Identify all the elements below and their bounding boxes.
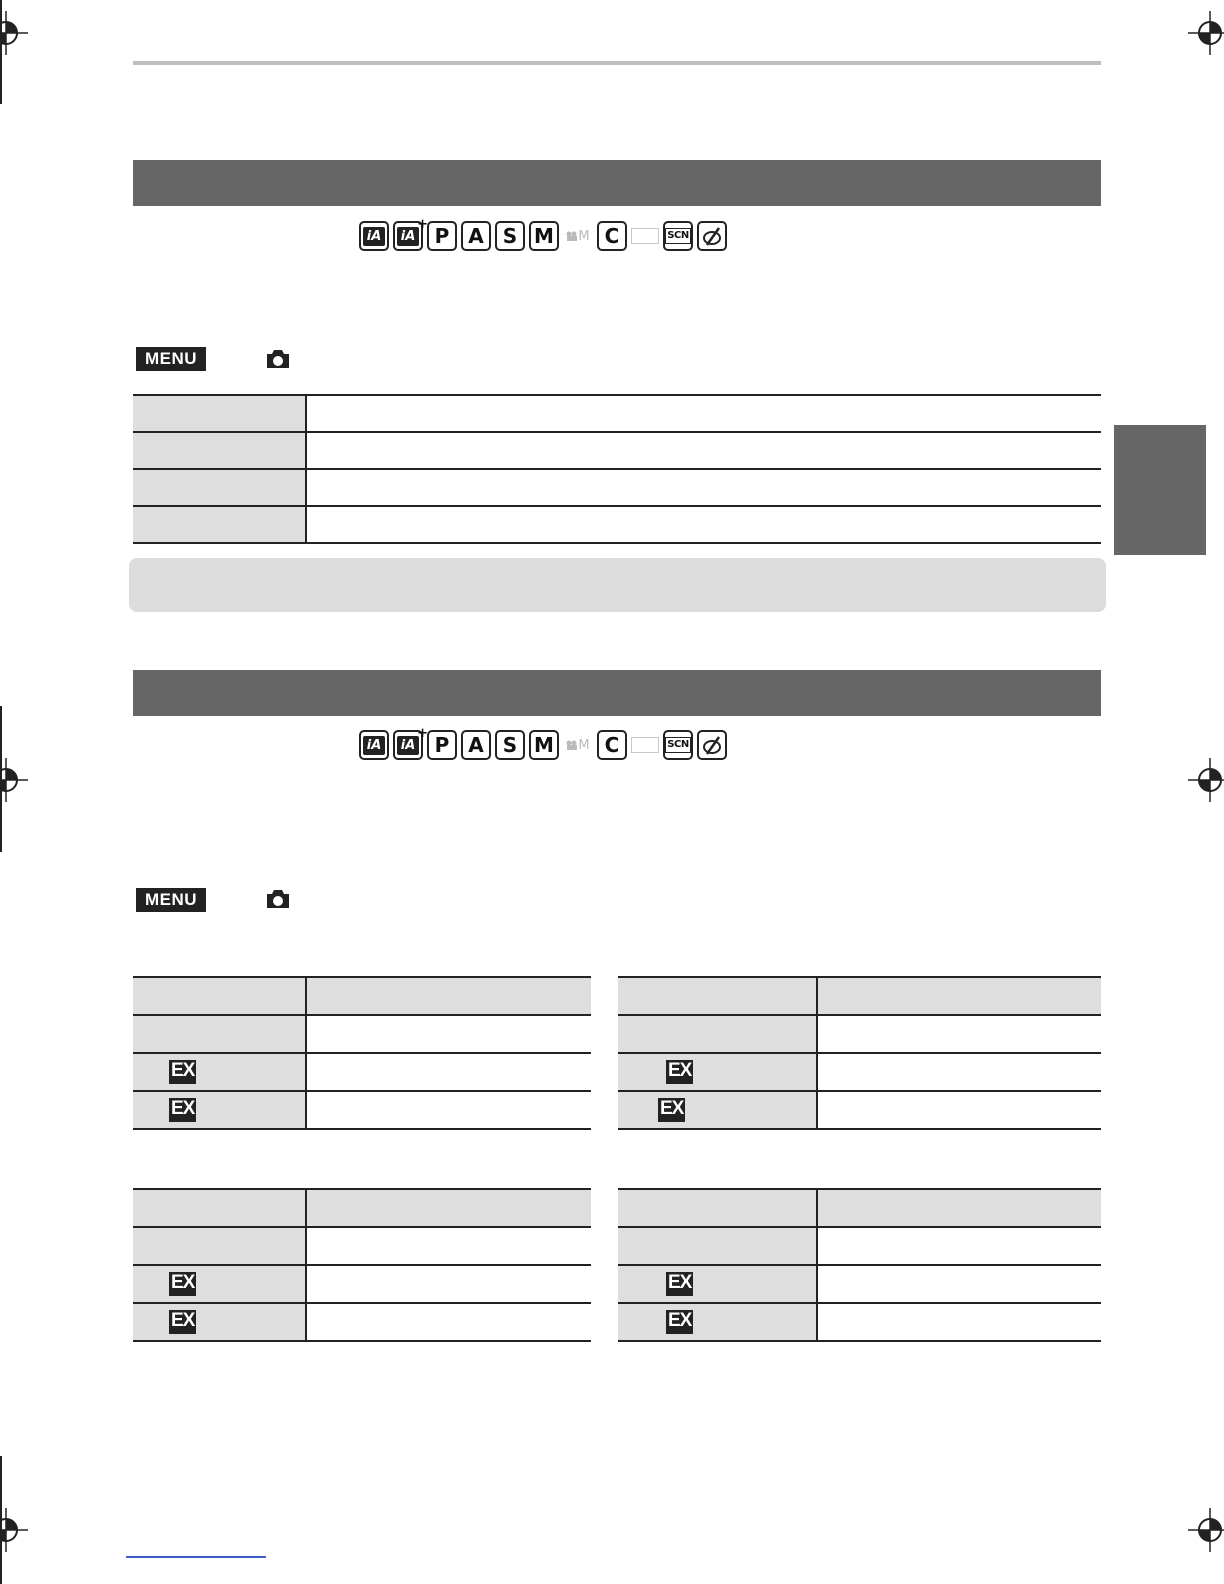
table-header-cell: [817, 977, 1101, 1015]
aperture-priority-mode-icon: [461, 730, 491, 760]
size-table: [618, 976, 1101, 1130]
table-header-cell: [133, 977, 306, 1015]
table-value-cell: [306, 1015, 591, 1053]
table-label-cell: [618, 1053, 817, 1091]
mode-label: iA +: [397, 227, 419, 246]
extended-optical-zoom-icon: EX: [658, 1098, 685, 1122]
creative-control-mode-icon: [697, 221, 727, 251]
registration-mark-icon: [1188, 758, 1224, 802]
table-label-cell: [133, 469, 306, 506]
extended-optical-zoom-icon: EX: [666, 1272, 693, 1296]
table-header-row: [133, 977, 591, 1015]
registration-mark-icon: [0, 11, 28, 55]
mode-label: M: [578, 737, 590, 753]
shutter-priority-mode-icon: [495, 221, 525, 251]
table-value-cell: [817, 1053, 1101, 1091]
table-row: [618, 1303, 1101, 1341]
table-value-cell: [817, 1227, 1101, 1265]
registration-mark-icon: [1188, 1508, 1224, 1552]
table-value-cell: [817, 1265, 1101, 1303]
extended-optical-zoom-icon: EX: [169, 1060, 196, 1084]
table-label-cell: [133, 1303, 306, 1341]
table-label-cell: [133, 1265, 306, 1303]
table-label-cell: [133, 395, 306, 432]
custom-mode-icon: [597, 221, 627, 251]
shutter-priority-mode-icon: [495, 730, 525, 760]
mode-label: S: [502, 733, 518, 757]
table-value-cell: [306, 1265, 591, 1303]
table-header-cell: [133, 1189, 306, 1227]
table-row: [618, 1227, 1101, 1265]
table-label-cell: [618, 1015, 817, 1053]
section-heading-bar: [133, 670, 1101, 716]
camera-icon: [264, 887, 292, 911]
program-mode-icon: [427, 730, 457, 760]
table-header-cell: [817, 1189, 1101, 1227]
manual-mode-icon: [529, 221, 559, 251]
chapter-side-tab: [1114, 425, 1206, 555]
scene-guide-mode-icon: [663, 730, 693, 760]
panorama-mode-icon: [631, 737, 659, 753]
mode-label: iA: [363, 227, 385, 246]
intelligent-auto-plus-mode-icon: [393, 221, 423, 251]
menu-tag: [136, 888, 206, 912]
table-value-cell: [306, 1303, 591, 1341]
palette-brush-icon: [701, 225, 723, 247]
mode-label: SCN: [665, 228, 690, 244]
table-value-cell: [306, 1227, 591, 1265]
extended-optical-zoom-icon: EX: [169, 1098, 196, 1122]
table-label-cell: [133, 506, 306, 543]
table-label-cell: [133, 1091, 306, 1129]
mode-label: iA: [363, 736, 385, 755]
mode-label: M: [534, 733, 554, 757]
custom-mode-icon: [597, 730, 627, 760]
applicable-modes-row: [359, 220, 727, 252]
movie-camera-icon: [566, 231, 578, 241]
table-header-row: [133, 1189, 591, 1227]
table-row: [618, 1015, 1101, 1053]
extended-optical-zoom-icon: EX: [169, 1310, 196, 1334]
program-mode-icon: [427, 221, 457, 251]
mode-label: A: [468, 733, 484, 757]
creative-control-mode-icon: [697, 730, 727, 760]
registration-mark-icon: [0, 758, 28, 802]
table-row: [133, 1015, 591, 1053]
extended-optical-zoom-icon: EX: [169, 1272, 196, 1296]
table-header-cell: [618, 977, 817, 1015]
mode-label: S: [502, 224, 518, 248]
note-box: [129, 558, 1106, 612]
manual-mode-icon: [529, 730, 559, 760]
table-row: [618, 1091, 1101, 1129]
footer-rule: [126, 1556, 266, 1558]
registration-mark-icon: [1188, 11, 1224, 55]
header-rule: [133, 61, 1101, 65]
movie-camera-icon: [566, 740, 578, 750]
table-label-cell: [618, 1091, 817, 1129]
table-value-cell: [306, 1053, 591, 1091]
table-row: [133, 1053, 591, 1091]
mode-label: P: [434, 733, 450, 757]
table-value-cell: [306, 1091, 591, 1129]
table-header-cell: [618, 1189, 817, 1227]
panorama-mode-icon: [631, 228, 659, 244]
mode-label: P: [434, 224, 450, 248]
intelligent-auto-plus-mode-icon: [393, 730, 423, 760]
menu-label: MENU: [144, 890, 198, 909]
table-value-cell: [817, 1015, 1101, 1053]
camera-icon: [264, 347, 292, 371]
table-row: [133, 506, 1101, 543]
mode-label: C: [604, 224, 620, 248]
applicable-modes-row: [359, 729, 727, 761]
mode-label: M: [534, 224, 554, 248]
table-row: [618, 1053, 1101, 1091]
table-header-row: [618, 1189, 1101, 1227]
aperture-priority-mode-icon: [461, 221, 491, 251]
table-label-cell: [133, 1015, 306, 1053]
intelligent-auto-mode-icon: [359, 730, 389, 760]
table-header-row: [618, 977, 1101, 1015]
table-label-cell: [133, 1053, 306, 1091]
creative-movie-mode-icon: [563, 221, 593, 251]
table-value-cell: [306, 432, 1101, 469]
settings-table: [133, 394, 1101, 544]
table-row: [133, 1227, 591, 1265]
table-row: [618, 1265, 1101, 1303]
table-value-cell: [306, 506, 1101, 543]
table-value-cell: [817, 1091, 1101, 1129]
palette-brush-icon: [701, 734, 723, 756]
mode-label: iA +: [397, 736, 419, 755]
table-value-cell: [817, 1303, 1101, 1341]
size-table: [618, 1188, 1101, 1342]
table-row: [133, 469, 1101, 506]
size-table: [133, 1188, 591, 1342]
crop-line: [0, 1456, 2, 1584]
extended-optical-zoom-icon: EX: [666, 1060, 693, 1084]
table-row: [133, 432, 1101, 469]
table-row: [133, 1265, 591, 1303]
scene-guide-mode-icon: [663, 221, 693, 251]
table-header-cell: [306, 1189, 591, 1227]
table-row: [133, 395, 1101, 432]
table-value-cell: [306, 395, 1101, 432]
registration-mark-icon: [0, 1508, 28, 1552]
extended-optical-zoom-icon: EX: [666, 1310, 693, 1334]
crop-line: [0, 706, 2, 852]
table-label-cell: [618, 1303, 817, 1341]
crop-line: [0, 0, 2, 104]
table-label-cell: [133, 1227, 306, 1265]
mode-label: C: [604, 733, 620, 757]
menu-tag: [136, 347, 206, 371]
table-row: [133, 1303, 591, 1341]
creative-movie-mode-icon: [563, 730, 593, 760]
menu-label: MENU: [144, 349, 198, 368]
mode-label: M: [578, 228, 590, 244]
table-header-cell: [306, 977, 591, 1015]
section-heading-bar: [133, 160, 1101, 206]
table-row: [133, 1091, 591, 1129]
size-table: [133, 976, 591, 1130]
table-label-cell: [618, 1227, 817, 1265]
intelligent-auto-mode-icon: [359, 221, 389, 251]
mode-label: SCN: [665, 737, 690, 753]
table-value-cell: [306, 469, 1101, 506]
table-label-cell: [133, 432, 306, 469]
table-label-cell: [618, 1265, 817, 1303]
mode-label: A: [468, 224, 484, 248]
